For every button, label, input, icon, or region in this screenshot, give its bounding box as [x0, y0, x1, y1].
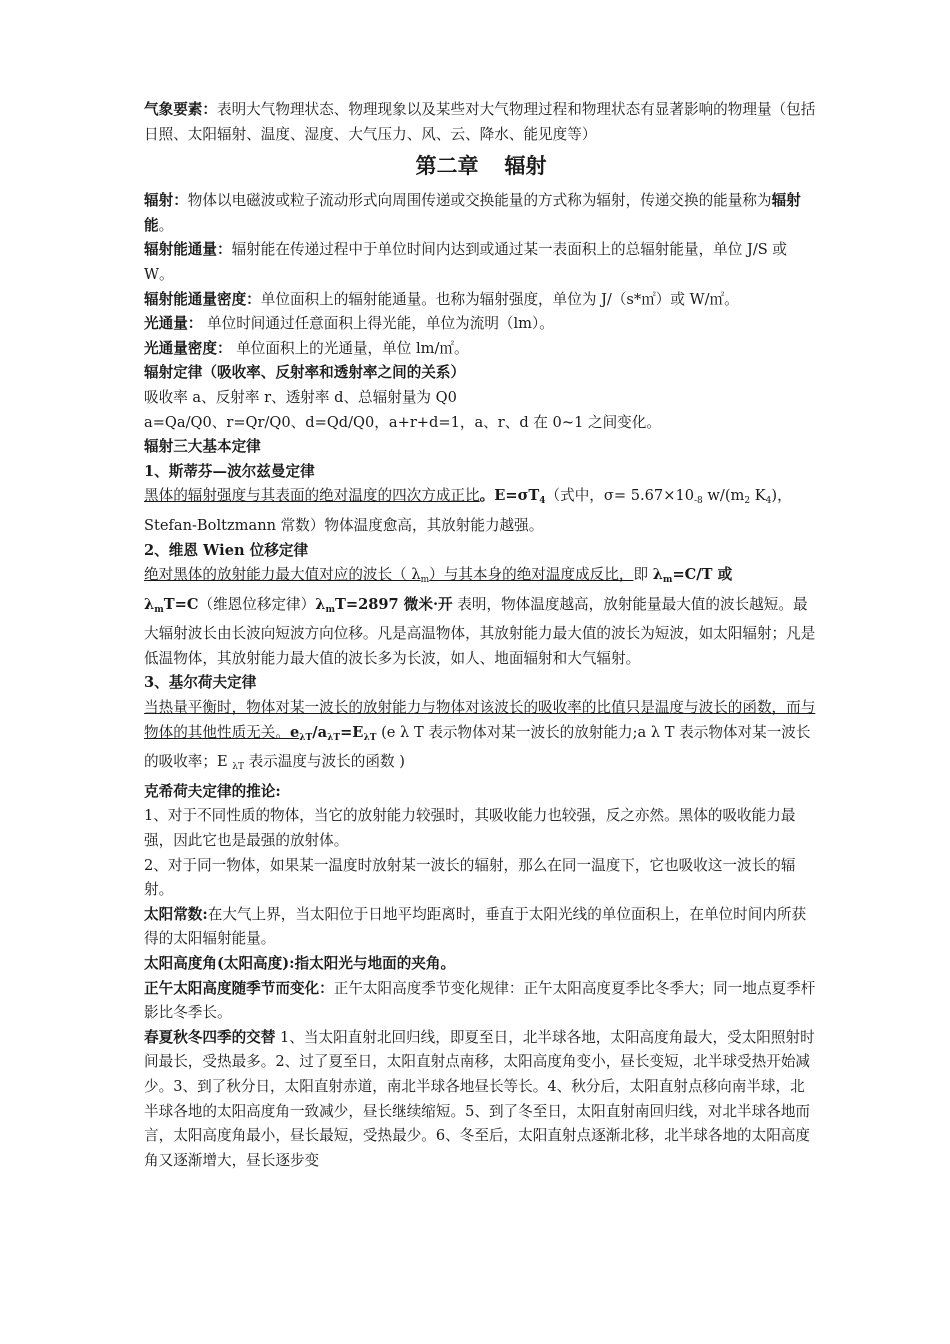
stefan-formula: 。E=σT [479, 487, 540, 505]
noon-altitude-text: 正午太阳高度季节变化规律：正午太阳高度夏季比冬季大；同一地点夏季杆影比冬季长。 [144, 979, 816, 1022]
stefan-line2: Stefan-Boltzmann 常数）物体温度愈高，其放射能力越强。 [144, 516, 544, 534]
noon-altitude [144, 977, 818, 1026]
stefan-heading: 1、斯蒂芬—波尔兹曼定律 [144, 462, 315, 480]
kirchhoff-note-end: 表示温度与波长的函数 ) [243, 753, 405, 771]
kirchhoff-E-sub: λT [363, 732, 377, 743]
def-radiation-term: 辐射： [144, 192, 188, 210]
wien-f3-sub: m [325, 604, 335, 615]
wien-underlined-b: ）与其本身的绝对温度成反比， [429, 566, 634, 584]
stefan-rest-d: )， [771, 487, 792, 505]
kirchhoff-note: (e λ T 表示物体对某一波长的放射能力;a λ T 表示物体对某一波长的吸收率；E [144, 723, 811, 771]
kirchhoff-eq: =E [340, 723, 364, 741]
stefan-rest-b-sub: 2 [744, 496, 751, 507]
wien-f2: λ [144, 595, 155, 613]
seasons [144, 1026, 818, 1174]
wien-body [144, 563, 818, 671]
kirchhoff-a-sub: λT [327, 732, 341, 743]
wien-f3-rest: T=2897 微米·开 [335, 595, 453, 613]
wien-underlined-sub: m [420, 575, 430, 586]
stefan-rest-c-sub: 4 [765, 496, 772, 507]
def-luminous-density-text: 单位面积上的光通量，单位 lm/㎡。 [231, 339, 469, 357]
stefan-body [144, 484, 818, 538]
wien-text: 表明，物体温度越高，放射能量最大值的波长越短。最大辐射波长由长波向短波方向位移。凡是高温物体，其放射能力最大值的波长为短波，如太阳辐射；凡是低温物体，其放射能力最大值的波长多为长波，如人、地面辐射和大气辐射。 [144, 595, 816, 667]
solar-constant-text: 在大气上界，当太阳位于日地平均距离时，垂直于太阳光线的单位面积上，在单位时间内所获得的太阳辐射能量。 [144, 905, 807, 948]
stefan-rest-c: K [750, 487, 766, 505]
chapter-name: 辐射 [504, 153, 547, 179]
def-luminous-density-term: 光通量密度： [144, 339, 232, 357]
seasons-text: 1、当太阳直射北回归线，即夏至日，北半球各地，太阳高度角最大，受太阳照射时间最长，受热最多。2、过了夏至日，太阳直射点南移，太阳高度角变小，昼长变短，北半球受热开始减少。3、到了秋分日，太阳直射赤道，南北半球各地昼长等长。4、秋分后，太阳直射点移向南半球，北半球各地的太阳高度角一致减少，昼长继续缩短。5、到了冬至日，太阳直射南回归线，对北半球各地而言，太阳高度角最小，昼长最短，受热最少。6、冬至后，太阳直射点逐渐北移，北半球各地的太阳高度角又逐渐增大，昼长逐步变 [144, 1028, 815, 1169]
def-flux [144, 238, 818, 287]
corollary-item2: 2、对于同一物体，如果某一温度时放射某一波长的辐射，那么在同一温度下，它也吸收这一波长的辐射。 [144, 856, 796, 899]
def-flux-density-text: 单位面积上的辐射能通量。也称为辐射强度，单位为 J/（s*㎡）或 W/㎡。 [260, 290, 739, 308]
def-radiation [144, 189, 818, 238]
law-relation-line2: a=Qa/Q0、r=Qr/Q0、d=Qd/Q0，a+r+d=1，a、r、d 在 0~1 之间变化。 [144, 413, 661, 431]
wien-f3: λ [315, 595, 326, 613]
intro-term: 气象要素： [144, 101, 217, 118]
wien-f2-sub: m [154, 604, 164, 615]
kirchhoff-body [144, 696, 818, 780]
def-luminous-flux-text: 单位时间通过任意面积上得光能，单位为流明（lm）。 [202, 315, 554, 333]
def-flux-text: 辐射能在传递过程中于单位时间内达到或通过某一表面积上的总辐射能量，单位 J/S 或 W。 [144, 241, 787, 283]
stefan-underlined: 黑体的辐射强度与其表面的绝对温度的四次方成正比 [144, 487, 480, 505]
intro-paragraph [144, 98, 818, 147]
seasons-term: 春夏秋冬四季的交替 [144, 1028, 276, 1046]
def-flux-density [144, 288, 818, 313]
wien-heading: 2、维恩 Wien 位移定律 [144, 541, 309, 559]
def-radiation-bold-end: 辐射能 [144, 192, 801, 234]
stefan-formula-exp: 4 [539, 496, 546, 507]
wien-ji: 即 [633, 566, 653, 584]
solar-constant-term: 太阳常数: [144, 905, 208, 923]
def-radiation-end: 。 [158, 216, 174, 234]
def-luminous-flux [144, 312, 818, 337]
chapter-title [144, 151, 818, 181]
solar-altitude: 太阳高度角(太阳高度):指太阳光与地面的夹角。 [144, 955, 456, 972]
noon-altitude-term: 正午太阳高度随季节而变化： [144, 979, 334, 997]
def-flux-density-term: 辐射能通量密度： [144, 290, 261, 308]
def-luminous-flux-term: 光通量： [144, 315, 203, 333]
wien-f1-rest: =C/T 或 [672, 566, 733, 584]
law-relation-line1: 吸收率 a、反射率 r、透射率 d、总辐射量为 Q0 [144, 388, 457, 406]
corollary-heading: 克希荷夫定律的推论: [144, 782, 281, 800]
stefan-rest-exp: -8 [694, 496, 703, 507]
chapter-number: 第二章 [415, 153, 479, 179]
kirchhoff-underlined: 当热量平衡时，物体对某一波长的放射能力与物体对该波长的吸收率的比值只是温度与波长的函数，而与物体的其他性质无关。 [144, 699, 816, 741]
wien-underlined [144, 566, 634, 586]
kirchhoff-note-sub: λT [232, 762, 244, 773]
kirchhoff-e: e [289, 723, 300, 741]
stefan-rest-a: （式中，σ= 5.67×10 [545, 487, 695, 505]
wien-f2-note: （维恩位移定律） [198, 595, 316, 613]
wien-f1: λ [652, 566, 663, 584]
kirchhoff-e-sub: λT [299, 732, 313, 743]
def-luminous-density [144, 337, 818, 362]
corollary-item1: 1、对于不同性质的物体，当它的放射能力较强时，其吸收能力也较强，反之亦然。黑体的吸收能力最强，因此它也是最强的放射体。 [144, 807, 796, 850]
def-flux-term: 辐射能通量： [144, 241, 232, 259]
kirchhoff-slash: /a [312, 723, 328, 741]
def-radiation-text: 物体以电磁波或粒子流动形式向周围传递或交换能量的方式称为辐射，传递交换的能量称为 [187, 192, 772, 210]
stefan-rest-b: w/(m [702, 487, 745, 505]
wien-f1-sub: m [662, 575, 673, 586]
kirchhoff-heading: 3、基尔荷夫定律 [144, 674, 257, 692]
three-laws-heading: 辐射三大基本定律 [144, 438, 261, 456]
intro-text: 表明大气物理状态、物理现象以及某些对大气物理过程和物理状态有显著影响的物理量（包括日照、太阳辐射、温度、湿度、大气压力、风、云、降水、能见度等） [144, 101, 816, 143]
solar-constant [144, 903, 818, 952]
wien-underlined-a: 绝对黑体的放射能力最大值对应的波长（ λ [144, 566, 421, 584]
wien-f2-rest: T=C [163, 595, 199, 613]
law-relation-heading: 辐射定律（吸收率、反射率和透射率之间的关系） [144, 364, 466, 382]
